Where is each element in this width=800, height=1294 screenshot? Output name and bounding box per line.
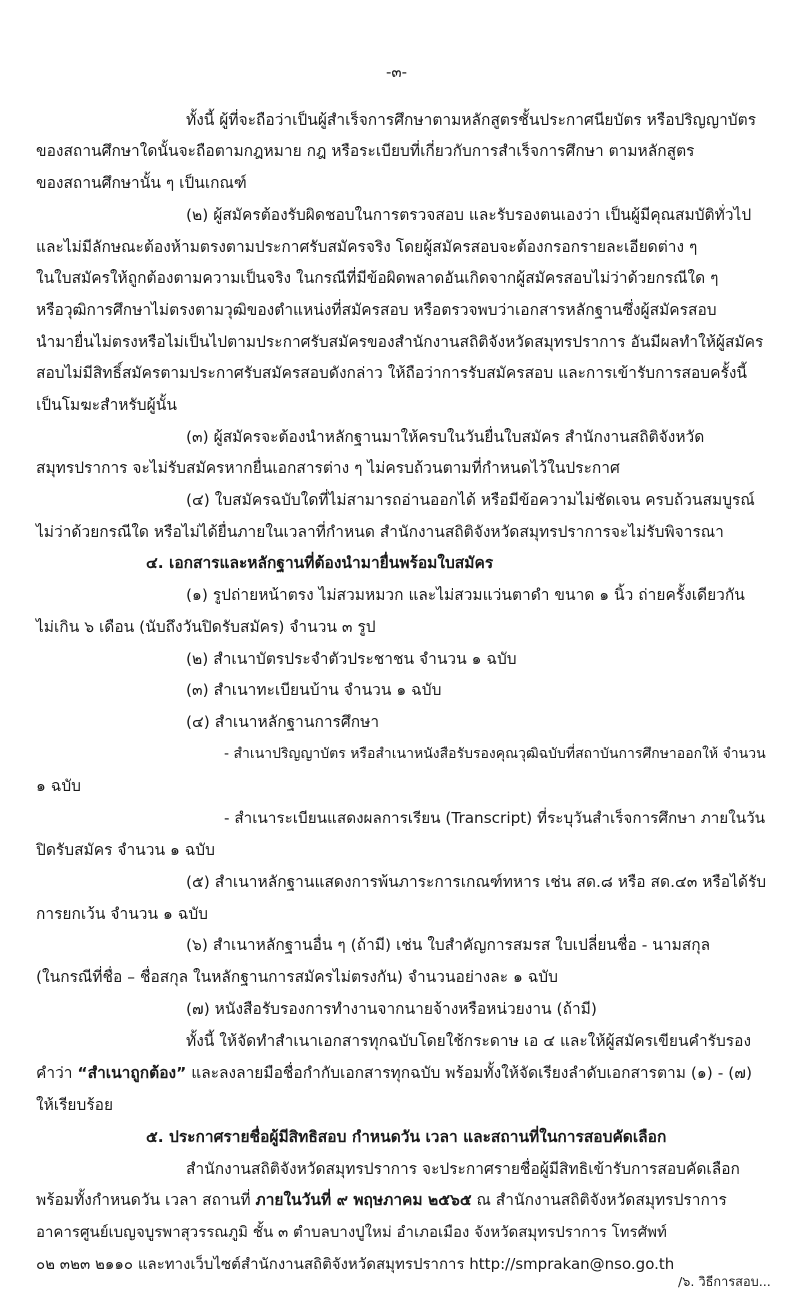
paragraph-line: (ในกรณีที่ชื่อ – ชื่อสกุล ในหลักฐานการสมัครไม่ตรงกัน) จำนวนอย่างละ ๑ ฉบับ — [36, 968, 558, 986]
paragraph-line: ทั้งนี้ ผู้ที่จะถือว่าเป็นผู้สำเร็จการศึกษาตามหลักสูตรชั้นประกาศนียบัตร หรือปริญญาบัตร — [186, 111, 757, 129]
paragraph-line: เป็นโมฆะสำหรับผู้นั้น — [36, 396, 177, 414]
sub-list-item: - สำเนาระเบียนแสดงผลการเรียน (Transcript) ที่ระบุวันสำเร็จการศึกษา ภายในวัน — [224, 809, 766, 827]
list-item: (๕) สำเนาหลักฐานแสดงการพ้นภาระการเกณฑ์ทหาร เช่น สด.๘ หรือ สด.๔๓ หรือได้รับ — [186, 873, 767, 891]
paragraph-line: สำนักงานสถิติจังหวัดสมุทรปราการ จะประกาศรายชื่อผู้มีสิทธิเข้ารับการสอบคัดเลือก — [186, 1160, 740, 1178]
paragraph-line — [36, 1190, 727, 1210]
list-item: (๓) สำเนาทะเบียนบ้าน จำนวน ๑ ฉบับ — [186, 681, 442, 699]
paragraph-line: ของสถานศึกษาใดนั้นจะถือตามกฎหมาย กฎ หรือระเบียบที่เกี่ยวกับการสำเร็จการศึกษา ตามหลักสูตร — [36, 142, 695, 160]
paragraph-line: ไม่ว่าด้วยกรณีใด หรือไม่ได้ยื่นภายในเวลาที่กำหนด สำนักงานสถิติจังหวัดสมุทรปราการจะไม่รับพิจารณา — [36, 523, 724, 541]
paragraph-line: หรือวุฒิการศึกษาไม่ตรงตามวุฒิของตำแหน่งที่สมัครสอบ หรือตรวจพบว่าเอกสารหลักฐานซึ่งผู้สมัครสอบ — [36, 301, 717, 319]
paragraph-line: (๒) ผู้สมัครต้องรับผิดชอบในการตรวจสอบ และรับรองตนเองว่า เป็นผู้มีคุณสมบัติทั่วไป — [186, 206, 752, 224]
certify-prefix: คำว่า — [36, 1064, 73, 1082]
paragraph-line: ให้เรียบร้อย — [36, 1096, 114, 1114]
paragraph-line: สมุทรปราการ จะไม่รับสมัครหากยื่นเอกสารต่าง ๆ ไม่ครบถ้วนตามที่กำหนดไว้ในประกาศ — [36, 459, 620, 477]
list-item: (๒) สำเนาบัตรประจำตัวประชาชน จำนวน ๑ ฉบับ — [186, 650, 517, 668]
paragraph-line: (๔) ใบสมัครฉบับใดที่ไม่สามารถอ่านออกได้ หรือมีข้อความไม่ชัดเจน ครบถ้วนสมบูรณ์ — [186, 491, 755, 509]
announce-place: ณ สำนักงานสถิติจังหวัดสมุทรปราการ — [476, 1191, 727, 1209]
paragraph-line — [36, 1063, 752, 1083]
section-heading-5: ๕. ประกาศรายชื่อผู้มีสิทธิสอบ กำหนดวัน เวลา และสถานที่ในการสอบคัดเลือก — [146, 1128, 667, 1146]
paragraph-line: (๓) ผู้สมัครจะต้องนำหลักฐานมาให้ครบในวันยื่นใบสมัคร สำนักงานสถิติจังหวัด — [186, 428, 705, 446]
list-item: (๑) รูปถ่ายหน้าตรง ไม่สวมหมวก และไม่สวมแว่นตาดำ ขนาด ๑ นิ้ว ถ่ายครั้งเดียวกัน — [186, 586, 745, 604]
list-item: (๖) สำเนาหลักฐานอื่น ๆ (ถ้ามี) เช่น ใบสำคัญการสมรส ใบเปลี่ยนชื่อ - นามสกุล — [186, 936, 711, 954]
paragraph-line: การยกเว้น จำนวน ๑ ฉบับ — [36, 905, 209, 923]
section-heading-4: ๔. เอกสารและหลักฐานที่ต้องนำมายื่นพร้อมใบสมัคร — [146, 554, 494, 572]
paragraph-line: ทั้งนี้ ให้จัดทำสำเนาเอกสารทุกฉบับโดยใช้กระดาษ เอ ๔ และให้ผู้สมัครเขียนคำรับรอง — [186, 1032, 752, 1050]
paragraph-line: ๐๒ ๓๒๓ ๒๑๑๐ และทางเว็บไซต์สำนักงานสถิติจังหวัดสมุทรปราการ http://smprakan@nso.go.th — [36, 1255, 675, 1273]
paragraph-line: ไม่เกิน ๖ เดือน (นับถึงวันปิดรับสมัคร) จำนวน ๓ รูป — [36, 618, 376, 636]
sub-list-item: - สำเนาปริญญาบัตร หรือสำเนาหนังสือรับรองคุณวุฒิฉบับที่สถาบันการศึกษาออกให้ จำนวน — [224, 746, 766, 762]
certify-rest: และลงลายมือชื่อกำกับเอกสารทุกฉบับ พร้อมทั้งให้จัดเรียงลำดับเอกสารตาม (๑) - (๗) — [191, 1064, 752, 1082]
announce-date: ภายในวันที่ ๙ พฤษภาคม ๒๕๖๕ — [255, 1191, 472, 1209]
paragraph-line: ในใบสมัครให้ถูกต้องตามความเป็นจริง ในกรณีที่มีข้อผิดพลาดอันเกิดจากผู้สมัครสอบไม่ว่าด้วยกรณีใด ๆ — [36, 269, 719, 287]
paragraph-line: ของสถานศึกษานั้น ๆ เป็นเกณฑ์ — [36, 174, 247, 192]
paragraph-line: สอบไม่มีสิทธิ์สมัครตามประกาศรับสมัครสอบดังกล่าว ให้ถือว่าการรับสมัครสอบ และการเข้ารับการสอบครั้งนี้ — [36, 364, 747, 382]
continuation-note: /๖. วิธีการสอบ... — [678, 1275, 771, 1290]
paragraph-line: อาคารศูนย์เบญจบูรพาสุวรรณภูมิ ชั้น ๓ ตำบลบางปูใหม่ อำเภอเมือง จังหวัดสมุทรปราการ โทรศัพท์ — [36, 1223, 667, 1241]
paragraph-line: และไม่มีลักษณะต้องห้ามตรงตามประกาศรับสมัครจริง โดยผู้สมัครสอบจะต้องกรอกรายละเอียดต่าง ๆ — [36, 238, 698, 256]
list-item: (๗) หนังสือรับรองการทำงานจากนายจ้างหรือหน่วยงาน (ถ้ามี) — [186, 1000, 597, 1018]
page-number: -๓- — [386, 63, 408, 81]
announce-prefix: พร้อมทั้งกำหนดวัน เวลา สถานที่ — [36, 1191, 251, 1209]
certify-word: “สำเนาถูกต้อง” — [77, 1064, 187, 1082]
paragraph-line: ปิดรับสมัคร จำนวน ๑ ฉบับ — [36, 841, 215, 859]
paragraph-line: ๑ ฉบับ — [36, 777, 82, 795]
paragraph-line: นำมายื่นไม่ตรงหรือไม่เป็นไปตามประกาศรับสมัครของสำนักงานสถิติจังหวัดสมุทรปราการ อันมีผลทำให้ผู้สมัคร — [36, 333, 764, 351]
list-item: (๔) สำเนาหลักฐานการศึกษา — [186, 713, 380, 731]
